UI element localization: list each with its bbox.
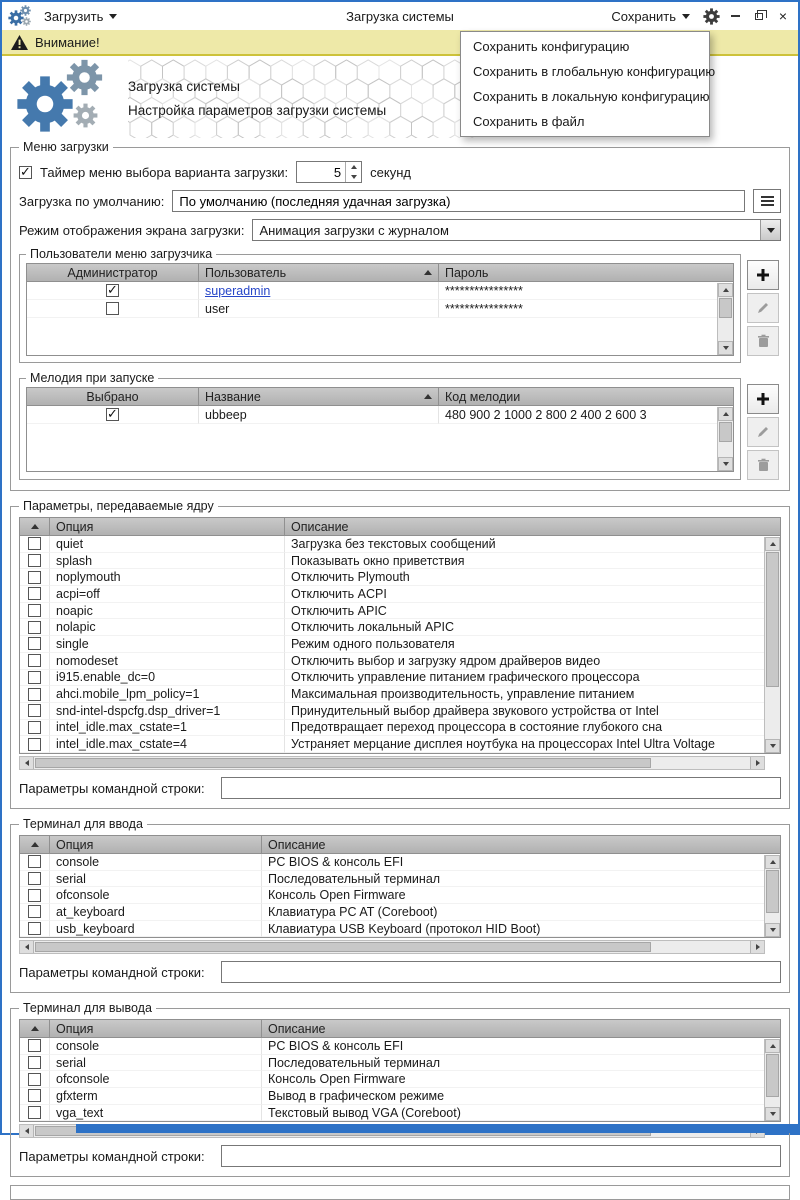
scroll-down-button[interactable] bbox=[718, 341, 733, 355]
scroll-thumb[interactable] bbox=[719, 422, 732, 442]
scroll-thumb[interactable] bbox=[766, 870, 779, 913]
scroll-right-button[interactable] bbox=[750, 941, 764, 953]
column-sort[interactable] bbox=[20, 518, 50, 535]
vertical-scrollbar[interactable] bbox=[717, 407, 733, 471]
scroll-left-button[interactable] bbox=[20, 1125, 34, 1137]
table-row[interactable] bbox=[20, 553, 764, 570]
display-mode-select[interactable] bbox=[252, 219, 781, 241]
checkbox[interactable] bbox=[28, 654, 41, 667]
vertical-scrollbar[interactable] bbox=[764, 855, 780, 937]
vertical-scrollbar[interactable] bbox=[717, 283, 733, 355]
table-header[interactable] bbox=[27, 264, 733, 282]
sort-ascending-icon bbox=[31, 842, 39, 847]
page-title: Загрузка системы bbox=[128, 78, 240, 94]
checkbox[interactable] bbox=[28, 688, 41, 701]
arrow-down-icon bbox=[770, 928, 776, 932]
description-cell: Клавиатура PC AT (Coreboot) bbox=[262, 904, 764, 921]
kernel-params-group bbox=[10, 499, 790, 809]
boot-menu-legend: Меню загрузки bbox=[23, 140, 109, 154]
option-cell: noapic bbox=[50, 603, 285, 620]
arrow-down-icon bbox=[770, 1112, 776, 1116]
kernel-params-table bbox=[19, 517, 781, 754]
menu-item-save-to-file[interactable]: Сохранить в файл bbox=[473, 114, 585, 129]
input-terminal-legend: Терминал для ввода bbox=[23, 817, 143, 831]
option-cell: ofconsole bbox=[50, 887, 262, 904]
option-checkbox-cell bbox=[20, 1088, 50, 1105]
edit-melody-button[interactable] bbox=[747, 417, 779, 447]
description-cell: Отключить локальный APIC bbox=[285, 619, 764, 636]
arrow-up-icon bbox=[723, 412, 729, 416]
option-cell: console bbox=[50, 1038, 262, 1055]
checkbox[interactable] bbox=[106, 284, 119, 297]
option-cell: intel_idle.max_cstate=1 bbox=[50, 720, 285, 737]
cmdline-label: Параметры командной строки: bbox=[19, 1148, 205, 1164]
sort-ascending-icon bbox=[424, 270, 432, 275]
arrow-down-icon bbox=[351, 175, 357, 179]
toolbar bbox=[2, 2, 798, 30]
vertical-scrollbar[interactable] bbox=[764, 1039, 780, 1121]
horizontal-scrollbar[interactable] bbox=[19, 756, 765, 770]
option-cell: at_keyboard bbox=[50, 904, 262, 921]
scroll-up-button[interactable] bbox=[718, 283, 733, 297]
option-checkbox-cell bbox=[20, 1105, 50, 1122]
option-checkbox-cell bbox=[20, 887, 50, 904]
delete-user-button[interactable] bbox=[747, 326, 779, 356]
kernel-params-legend: Параметры, передаваемые ядру bbox=[23, 499, 214, 513]
option-checkbox-cell bbox=[20, 703, 50, 720]
table-header[interactable] bbox=[20, 1020, 780, 1038]
selected-cell bbox=[27, 406, 199, 424]
arrow-down-icon bbox=[770, 744, 776, 748]
input-terminal-cmdline-input[interactable] bbox=[221, 961, 781, 983]
password-cell: **************** bbox=[439, 282, 717, 300]
checkbox[interactable] bbox=[28, 1039, 41, 1052]
maximize-button[interactable] bbox=[750, 7, 768, 25]
option-checkbox-cell bbox=[20, 653, 50, 670]
minimize-button[interactable] bbox=[726, 7, 744, 25]
load-menu-label: Загрузить bbox=[44, 8, 104, 24]
scroll-right-button[interactable] bbox=[750, 757, 764, 769]
column-name[interactable]: Название bbox=[199, 388, 439, 405]
table-row[interactable] bbox=[27, 300, 717, 318]
arrow-up-icon bbox=[770, 542, 776, 546]
arrow-up-icon bbox=[351, 165, 357, 169]
option-checkbox-cell bbox=[20, 1038, 50, 1055]
option-checkbox-cell bbox=[20, 871, 50, 888]
settings-gear-button[interactable] bbox=[702, 7, 720, 25]
table-row[interactable] bbox=[27, 282, 717, 300]
output-terminal-group bbox=[10, 1001, 790, 1177]
checkbox[interactable] bbox=[28, 1073, 41, 1086]
close-button[interactable] bbox=[774, 7, 792, 25]
scroll-down-button[interactable] bbox=[765, 1107, 780, 1121]
arrow-left-icon bbox=[25, 1128, 29, 1134]
users-table bbox=[26, 263, 734, 356]
spin-down-button[interactable] bbox=[346, 172, 361, 182]
display-mode-value: Анимация загрузки с журналом bbox=[259, 222, 449, 238]
option-cell: nomodeset bbox=[50, 653, 285, 670]
scroll-down-button[interactable] bbox=[718, 457, 733, 471]
checkbox[interactable] bbox=[28, 604, 41, 617]
timer-label: Таймер меню выбора варианта загрузки: bbox=[40, 164, 289, 180]
chevron-down-icon bbox=[682, 14, 690, 19]
arrow-left-icon bbox=[25, 944, 29, 950]
column-description[interactable]: Описание bbox=[291, 519, 349, 534]
option-checkbox-cell bbox=[20, 921, 50, 938]
table-row[interactable] bbox=[20, 921, 764, 938]
kernel-cmdline-input[interactable] bbox=[221, 777, 781, 799]
input-terminal-table bbox=[19, 835, 781, 938]
save-menu bbox=[460, 31, 716, 137]
scroll-left-button[interactable] bbox=[20, 941, 34, 953]
option-cell: noplymouth bbox=[50, 569, 285, 586]
option-cell: serial bbox=[50, 1055, 262, 1072]
menu-item-save-local-config[interactable]: Сохранить в локальную конфигурацию bbox=[473, 89, 710, 104]
output-terminal-cmdline-input[interactable] bbox=[221, 1145, 781, 1167]
description-cell: Показывать окно приветствия bbox=[285, 553, 764, 570]
column-password[interactable]: Пароль bbox=[445, 265, 489, 280]
scroll-down-button[interactable] bbox=[765, 739, 780, 753]
scroll-thumb[interactable] bbox=[719, 298, 732, 318]
column-admin[interactable]: Администратор bbox=[27, 264, 199, 281]
timer-unit-label: секунд bbox=[370, 164, 411, 180]
password-cell: **************** bbox=[439, 300, 717, 318]
description-cell: Отключить управление питанием графического процессора bbox=[285, 670, 764, 687]
sort-ascending-icon bbox=[424, 394, 432, 399]
table-row[interactable] bbox=[20, 854, 764, 871]
hamburger-icon bbox=[761, 195, 774, 207]
arrow-right-icon bbox=[756, 760, 760, 766]
load-menu-button[interactable] bbox=[38, 6, 123, 27]
arrow-down-icon bbox=[723, 462, 729, 466]
description-cell: PC BIOS & консоль EFI bbox=[262, 854, 764, 871]
option-cell: serial bbox=[50, 871, 262, 888]
save-menu-label: Сохранить bbox=[611, 8, 676, 24]
description-cell: Максимальная производительность, управление питанием bbox=[285, 686, 764, 703]
plus-icon bbox=[756, 268, 770, 282]
users-legend: Пользователи меню загрузчика bbox=[30, 247, 213, 261]
description-cell: Отключить выбор и загрузку ядром драйверов видео bbox=[285, 653, 764, 670]
arrow-left-icon bbox=[25, 760, 29, 766]
column-sort[interactable] bbox=[20, 1020, 50, 1037]
checkbox[interactable] bbox=[28, 554, 41, 567]
table-row[interactable] bbox=[20, 686, 764, 703]
scroll-left-button[interactable] bbox=[20, 757, 34, 769]
description-cell: Отключить Plymouth bbox=[285, 569, 764, 586]
option-checkbox-cell bbox=[20, 636, 50, 653]
column-selected[interactable]: Выбрано bbox=[27, 388, 199, 405]
app-icon bbox=[8, 4, 32, 28]
delete-melody-button[interactable] bbox=[747, 450, 779, 480]
checkbox[interactable] bbox=[28, 671, 41, 684]
arrow-down-icon bbox=[723, 346, 729, 350]
table-row[interactable] bbox=[27, 406, 717, 424]
checkbox[interactable] bbox=[28, 1056, 41, 1069]
checkbox[interactable] bbox=[28, 872, 41, 885]
bottom-accent-bar bbox=[76, 1124, 798, 1133]
table-row[interactable] bbox=[20, 586, 764, 603]
column-melody-code[interactable]: Код мелодии bbox=[445, 389, 521, 404]
table-row[interactable] bbox=[20, 703, 764, 720]
table-row[interactable] bbox=[20, 603, 764, 620]
checkbox[interactable] bbox=[28, 889, 41, 902]
option-checkbox-cell bbox=[20, 686, 50, 703]
table-row[interactable] bbox=[20, 1071, 764, 1088]
scroll-up-button[interactable] bbox=[765, 855, 780, 869]
table-row[interactable] bbox=[20, 904, 764, 921]
page-subtitle: Настройка параметров загрузки системы bbox=[128, 102, 387, 118]
table-row[interactable] bbox=[20, 720, 764, 737]
description-cell: Предотвращает переход процессора в состояние глубокого сна bbox=[285, 720, 764, 737]
option-cell: console bbox=[50, 854, 262, 871]
melody-table bbox=[26, 387, 734, 472]
maximize-icon bbox=[755, 13, 763, 20]
option-cell: nolapic bbox=[50, 619, 285, 636]
checkbox[interactable] bbox=[28, 1089, 41, 1102]
description-cell: Последовательный терминал bbox=[262, 871, 764, 888]
option-cell: ofconsole bbox=[50, 1071, 262, 1088]
option-checkbox-cell bbox=[20, 619, 50, 636]
option-cell: usb_keyboard bbox=[50, 921, 262, 938]
description-cell: Отключить APIC bbox=[285, 603, 764, 620]
table-row[interactable] bbox=[20, 569, 764, 586]
checkbox[interactable] bbox=[28, 738, 41, 751]
option-checkbox-cell bbox=[20, 603, 50, 620]
spin-up-button[interactable] bbox=[346, 162, 361, 172]
checkbox[interactable] bbox=[28, 922, 41, 935]
melody-code-cell: 480 900 2 1000 2 800 2 400 2 600 3 bbox=[439, 406, 717, 424]
table-header[interactable] bbox=[20, 518, 780, 536]
chevron-down-icon bbox=[767, 228, 775, 233]
option-checkbox-cell bbox=[20, 670, 50, 687]
save-menu-button[interactable] bbox=[605, 6, 696, 27]
description-cell: Клавиатура USB Keyboard (протокол HID Boot) bbox=[262, 921, 764, 938]
checkbox[interactable] bbox=[28, 621, 41, 634]
gears-icon bbox=[16, 57, 114, 139]
menu-item-save-global-config[interactable]: Сохранить в глобальную конфигурацию bbox=[473, 64, 716, 79]
table-row[interactable] bbox=[20, 1038, 764, 1055]
column-description[interactable]: Описание bbox=[268, 1021, 326, 1036]
option-cell: gfxterm bbox=[50, 1088, 262, 1105]
description-cell: Консоль Open Firmware bbox=[262, 1071, 764, 1088]
timer-checkbox[interactable] bbox=[19, 166, 32, 179]
column-option[interactable]: Опция bbox=[50, 518, 285, 535]
checkbox[interactable] bbox=[28, 637, 41, 650]
description-cell: Устраняет мерцание дисплея ноутбука на процессорах Intel Ultra Voltage bbox=[285, 736, 764, 753]
warning-text: Внимание! bbox=[35, 34, 100, 50]
window-title: Загрузка системы bbox=[346, 8, 454, 24]
table-row[interactable] bbox=[20, 636, 764, 653]
checkbox[interactable] bbox=[28, 571, 41, 584]
edit-user-button[interactable] bbox=[747, 293, 779, 323]
users-group bbox=[19, 247, 741, 363]
checkbox[interactable] bbox=[28, 1106, 41, 1119]
description-cell: PC BIOS & консоль EFI bbox=[262, 1038, 764, 1055]
sort-ascending-icon bbox=[31, 524, 39, 529]
table-row[interactable] bbox=[20, 1088, 764, 1105]
option-cell: single bbox=[50, 636, 285, 653]
cmdline-label: Параметры командной строки: bbox=[19, 964, 205, 980]
option-checkbox-cell bbox=[20, 904, 50, 921]
add-melody-button[interactable] bbox=[747, 384, 779, 414]
honeycomb-pattern bbox=[128, 58, 486, 138]
minimize-icon bbox=[731, 15, 740, 17]
output-terminal-table bbox=[19, 1019, 781, 1122]
option-cell: ahci.mobile_lpm_policy=1 bbox=[50, 686, 285, 703]
column-user[interactable]: Пользователь bbox=[199, 264, 439, 281]
scroll-up-button[interactable] bbox=[765, 537, 780, 551]
table-row[interactable] bbox=[20, 1055, 764, 1072]
menu-item-save-config[interactable]: Сохранить конфигурацию bbox=[473, 39, 630, 54]
checkbox[interactable] bbox=[28, 721, 41, 734]
input-terminal-group bbox=[10, 817, 790, 993]
cmdline-label: Параметры командной строки: bbox=[19, 780, 205, 796]
column-option[interactable]: Опция bbox=[50, 836, 262, 853]
melody-legend: Мелодия при запуске bbox=[30, 371, 155, 385]
checkbox[interactable] bbox=[28, 704, 41, 717]
table-row[interactable] bbox=[20, 736, 764, 753]
option-checkbox-cell bbox=[20, 720, 50, 737]
option-cell: quiet bbox=[50, 536, 285, 553]
option-cell: intel_idle.max_cstate=4 bbox=[50, 736, 285, 753]
description-cell: Последовательный терминал bbox=[262, 1055, 764, 1072]
vertical-scrollbar[interactable] bbox=[764, 537, 780, 753]
option-checkbox-cell bbox=[20, 736, 50, 753]
option-cell: i915.enable_dc=0 bbox=[50, 670, 285, 687]
description-cell: Текстовый вывод VGA (Coreboot) bbox=[262, 1105, 764, 1122]
add-user-button[interactable] bbox=[747, 260, 779, 290]
column-description[interactable]: Описание bbox=[268, 837, 326, 852]
timer-spinbox[interactable] bbox=[296, 161, 362, 183]
arrow-right-icon bbox=[756, 944, 760, 950]
option-checkbox-cell bbox=[20, 1071, 50, 1088]
description-cell: Вывод в графическом режиме bbox=[262, 1088, 764, 1105]
warning-icon bbox=[11, 35, 28, 50]
timer-value-input[interactable] bbox=[297, 162, 345, 182]
checkbox[interactable] bbox=[28, 537, 41, 550]
option-cell: snd-intel-dspcfg.dsp_driver=1 bbox=[50, 703, 285, 720]
pencil-icon bbox=[756, 301, 770, 315]
pencil-icon bbox=[756, 425, 770, 439]
table-header[interactable] bbox=[27, 388, 733, 406]
option-cell: splash bbox=[50, 553, 285, 570]
output-terminal-legend: Терминал для вывода bbox=[23, 1001, 152, 1015]
table-row[interactable] bbox=[20, 653, 764, 670]
trash-icon bbox=[757, 334, 770, 348]
gear-icon bbox=[703, 8, 720, 25]
checkbox[interactable] bbox=[106, 302, 119, 315]
table-header[interactable] bbox=[20, 836, 780, 854]
description-cell: Принудительный выбор драйвера звукового устройства от Intel bbox=[285, 703, 764, 720]
checkbox[interactable] bbox=[106, 408, 119, 421]
description-cell: Режим одного пользователя bbox=[285, 636, 764, 653]
admin-cell bbox=[27, 282, 199, 300]
description-cell: Загрузка без текстовых сообщений bbox=[285, 536, 764, 553]
option-cell: vga_text bbox=[50, 1105, 262, 1122]
scroll-thumb[interactable] bbox=[766, 552, 779, 687]
checkbox[interactable] bbox=[28, 587, 41, 600]
plus-icon bbox=[756, 392, 770, 406]
option-checkbox-cell bbox=[20, 553, 50, 570]
table-row[interactable] bbox=[20, 871, 764, 888]
column-sort[interactable] bbox=[20, 836, 50, 853]
arrow-up-icon bbox=[770, 1044, 776, 1048]
close-icon: × bbox=[778, 8, 788, 24]
arrow-up-icon bbox=[723, 288, 729, 292]
table-row[interactable] bbox=[20, 670, 764, 687]
table-row[interactable] bbox=[20, 536, 764, 553]
scroll-thumb[interactable] bbox=[35, 758, 651, 768]
sort-ascending-icon bbox=[31, 1026, 39, 1031]
chevron-down-icon bbox=[109, 14, 117, 19]
option-checkbox-cell bbox=[20, 569, 50, 586]
scroll-thumb[interactable] bbox=[35, 942, 651, 952]
user-cell: superadmin bbox=[199, 282, 439, 300]
display-mode-label: Режим отображения экрана загрузки: bbox=[19, 222, 245, 238]
name-cell: ubbeep bbox=[199, 406, 439, 424]
table-row[interactable] bbox=[20, 619, 764, 636]
combo-drop-button[interactable] bbox=[760, 220, 780, 240]
checkbox[interactable] bbox=[28, 905, 41, 918]
option-checkbox-cell bbox=[20, 536, 50, 553]
column-option[interactable]: Опция bbox=[50, 1020, 262, 1037]
default-boot-input[interactable] bbox=[172, 190, 745, 212]
default-boot-label: Загрузка по умолчанию: bbox=[19, 193, 165, 209]
scroll-up-button[interactable] bbox=[718, 407, 733, 421]
arrow-up-icon bbox=[770, 860, 776, 864]
scroll-thumb[interactable] bbox=[766, 1054, 779, 1097]
option-checkbox-cell bbox=[20, 1055, 50, 1072]
default-boot-list-button[interactable] bbox=[753, 189, 781, 213]
melody-group bbox=[19, 371, 741, 480]
description-cell: Консоль Open Firmware bbox=[262, 887, 764, 904]
scroll-up-button[interactable] bbox=[765, 1039, 780, 1053]
table-row[interactable] bbox=[20, 1105, 764, 1122]
status-panel bbox=[10, 1185, 790, 1200]
table-row[interactable] bbox=[20, 887, 764, 904]
user-cell: user bbox=[199, 300, 439, 318]
horizontal-scrollbar[interactable] bbox=[19, 940, 765, 954]
option-checkbox-cell bbox=[20, 854, 50, 871]
option-cell: acpi=off bbox=[50, 586, 285, 603]
boot-menu-group bbox=[10, 140, 790, 491]
admin-cell bbox=[27, 300, 199, 318]
description-cell: Отключить ACPI bbox=[285, 586, 764, 603]
option-checkbox-cell bbox=[20, 586, 50, 603]
scroll-down-button[interactable] bbox=[765, 923, 780, 937]
trash-icon bbox=[757, 458, 770, 472]
checkbox[interactable] bbox=[28, 855, 41, 868]
